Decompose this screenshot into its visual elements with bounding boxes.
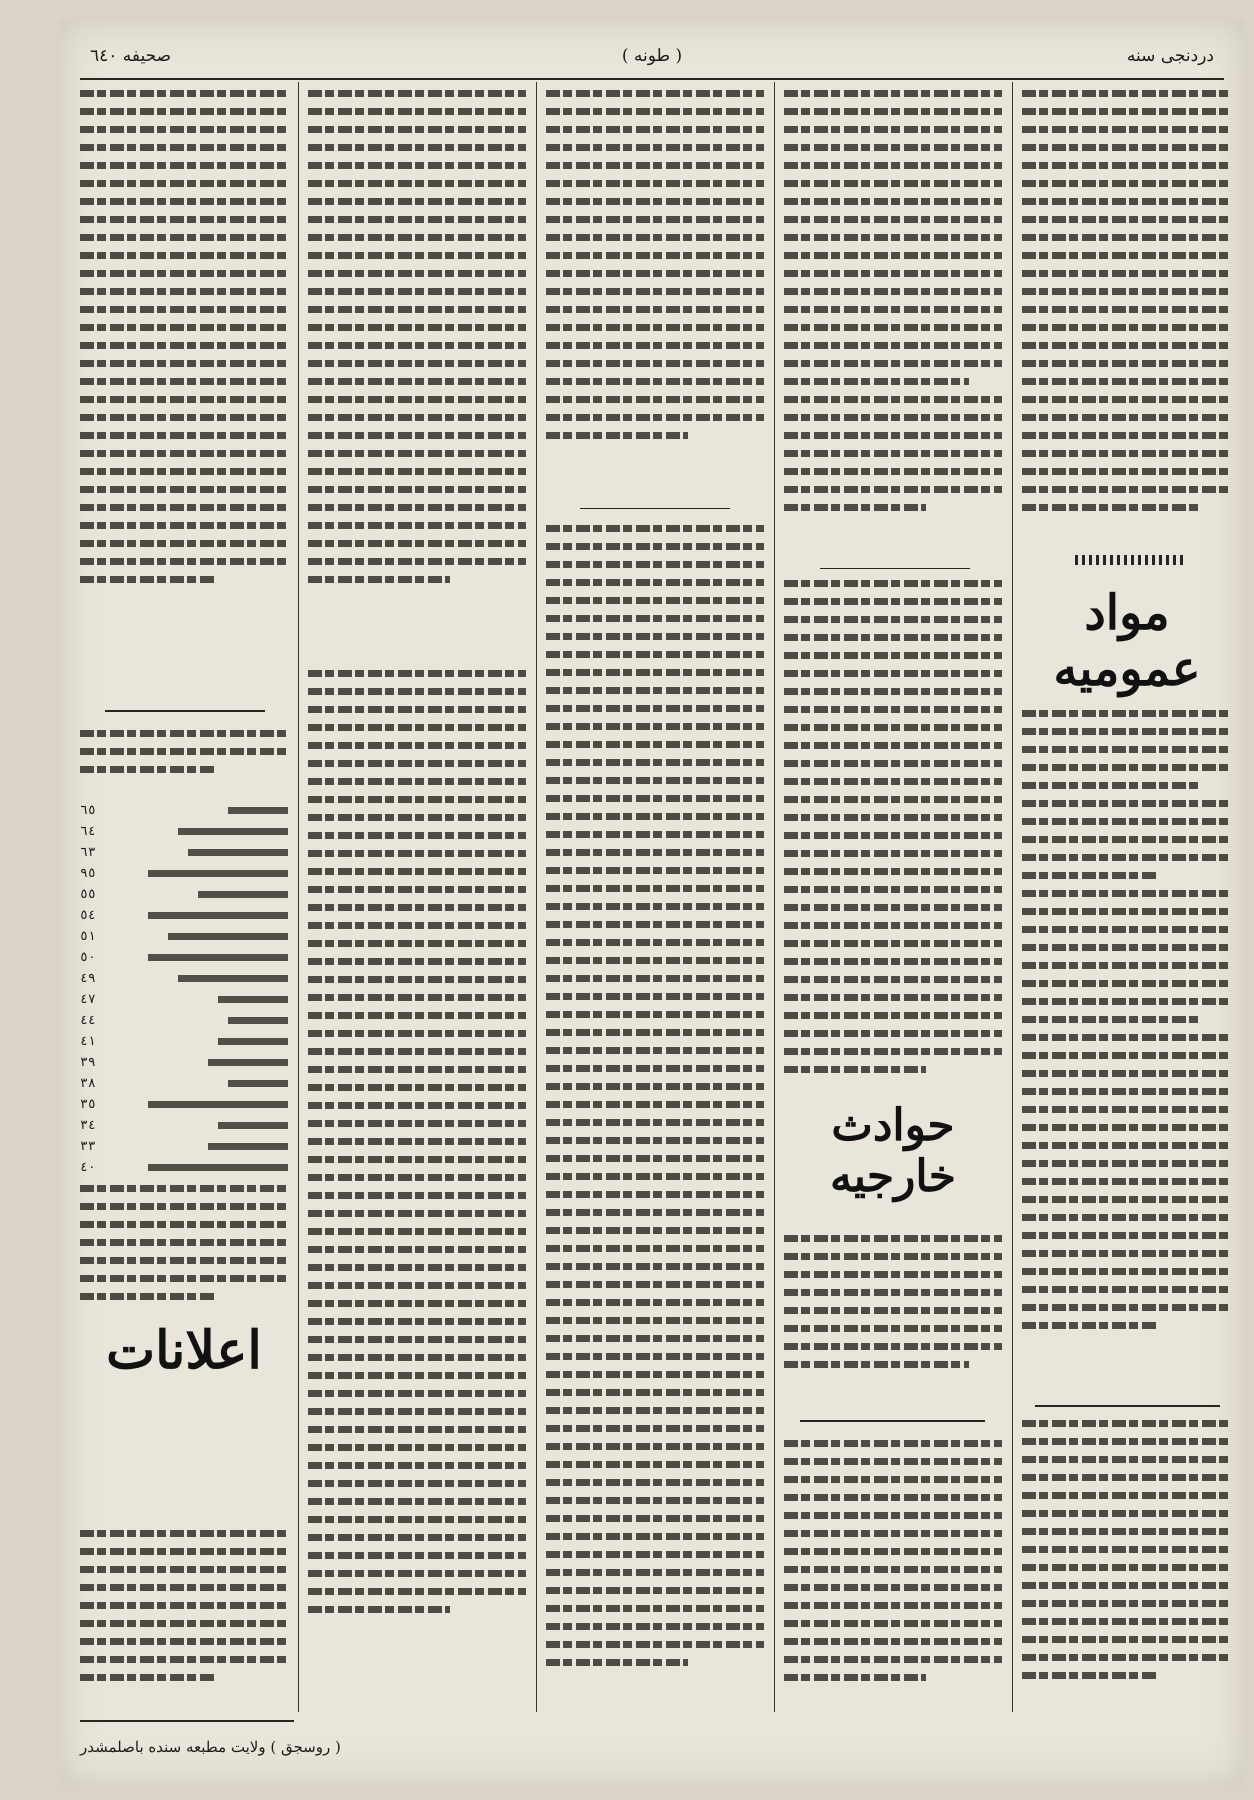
column-2-bottom-text — [784, 1440, 1002, 1710]
list-item — [80, 884, 288, 905]
list-number: ٩٥ — [80, 866, 96, 881]
list-item — [80, 905, 288, 926]
newspaper-page — [60, 20, 1244, 1785]
column-1-separator — [1035, 1405, 1220, 1407]
list-item — [80, 842, 288, 863]
list-item — [80, 1136, 288, 1157]
list-item — [80, 926, 288, 947]
printer-imprint: ( روسجق ) ولایت مطبعه سنده باصلمشدر — [80, 1738, 341, 1756]
list-item — [80, 947, 288, 968]
list-number: ٦٣ — [80, 845, 96, 860]
column-4-body-text — [308, 670, 526, 1710]
column-5-bottom-text — [80, 1530, 288, 1710]
column-1-body-text — [1022, 710, 1232, 1390]
list-item — [80, 1052, 288, 1073]
column-2-separator — [820, 568, 970, 569]
priority-list — [80, 800, 288, 1178]
list-item — [80, 1115, 288, 1136]
list-number: ٤١ — [80, 1034, 96, 1049]
list-number: ٤٠ — [80, 1160, 96, 1175]
list-item — [80, 968, 288, 989]
list-item — [80, 800, 288, 821]
page-header — [80, 38, 1224, 78]
column-5-mid-text — [80, 1185, 288, 1305]
newspaper-name: دردنجی سنه — [1126, 46, 1214, 66]
list-number: ٣٥ — [80, 1097, 96, 1112]
column-2-top-text — [784, 90, 1002, 560]
list-number: ٥٤ — [80, 908, 96, 923]
list-number: ٤٤ — [80, 1013, 96, 1028]
list-number: ٦٤ — [80, 824, 96, 839]
list-item — [80, 1031, 288, 1052]
list-item — [80, 863, 288, 884]
section-title-announcements: اعلانات — [106, 1320, 262, 1381]
list-item — [80, 821, 288, 842]
column-divider — [298, 82, 299, 1712]
column-3-separator — [580, 508, 730, 509]
list-item — [80, 1073, 288, 1094]
issue-title: ( طونه ) — [621, 46, 683, 66]
footer-rule — [80, 1720, 294, 1722]
list-number: ٥١ — [80, 929, 96, 944]
column-3-top-text — [546, 90, 764, 490]
column-3-body-text — [546, 525, 764, 1710]
column-4-top-text — [308, 90, 526, 650]
list-item — [80, 1157, 288, 1178]
column-2-separator-bottom — [800, 1420, 985, 1422]
list-item — [80, 1094, 288, 1115]
list-number: ٦٥ — [80, 803, 96, 818]
column-divider — [774, 82, 775, 1712]
column-1-top-text — [1022, 90, 1232, 550]
section-title-foreign-news: حوادث خارجیه — [830, 1100, 956, 1202]
column-5-separator — [105, 710, 265, 712]
column-divider — [1012, 82, 1013, 1712]
page-number: صحیفه ٦٤٠ — [90, 46, 172, 66]
list-number: ٣٨ — [80, 1076, 96, 1091]
column-5-list-intro — [80, 730, 288, 790]
list-number: ٣٣ — [80, 1139, 96, 1154]
column-2-news-text — [784, 1235, 1002, 1410]
list-number: ٤٧ — [80, 992, 96, 1007]
section-title-general-affairs: مواد عمومیه — [1053, 585, 1201, 697]
column-5-top-text — [80, 90, 288, 655]
list-number: ٥٥ — [80, 887, 96, 902]
list-item — [80, 989, 288, 1010]
ornament-divider — [1075, 555, 1185, 565]
list-number: ٥٠ — [80, 950, 96, 965]
header-rule — [80, 78, 1224, 80]
list-number: ٣٩ — [80, 1055, 96, 1070]
list-number: ٣٤ — [80, 1118, 96, 1133]
column-2-middle-text — [784, 580, 1002, 1130]
column-divider — [536, 82, 537, 1712]
list-number: ٤٩ — [80, 971, 96, 986]
list-item — [80, 1010, 288, 1031]
column-1-bottom-text — [1022, 1420, 1232, 1710]
